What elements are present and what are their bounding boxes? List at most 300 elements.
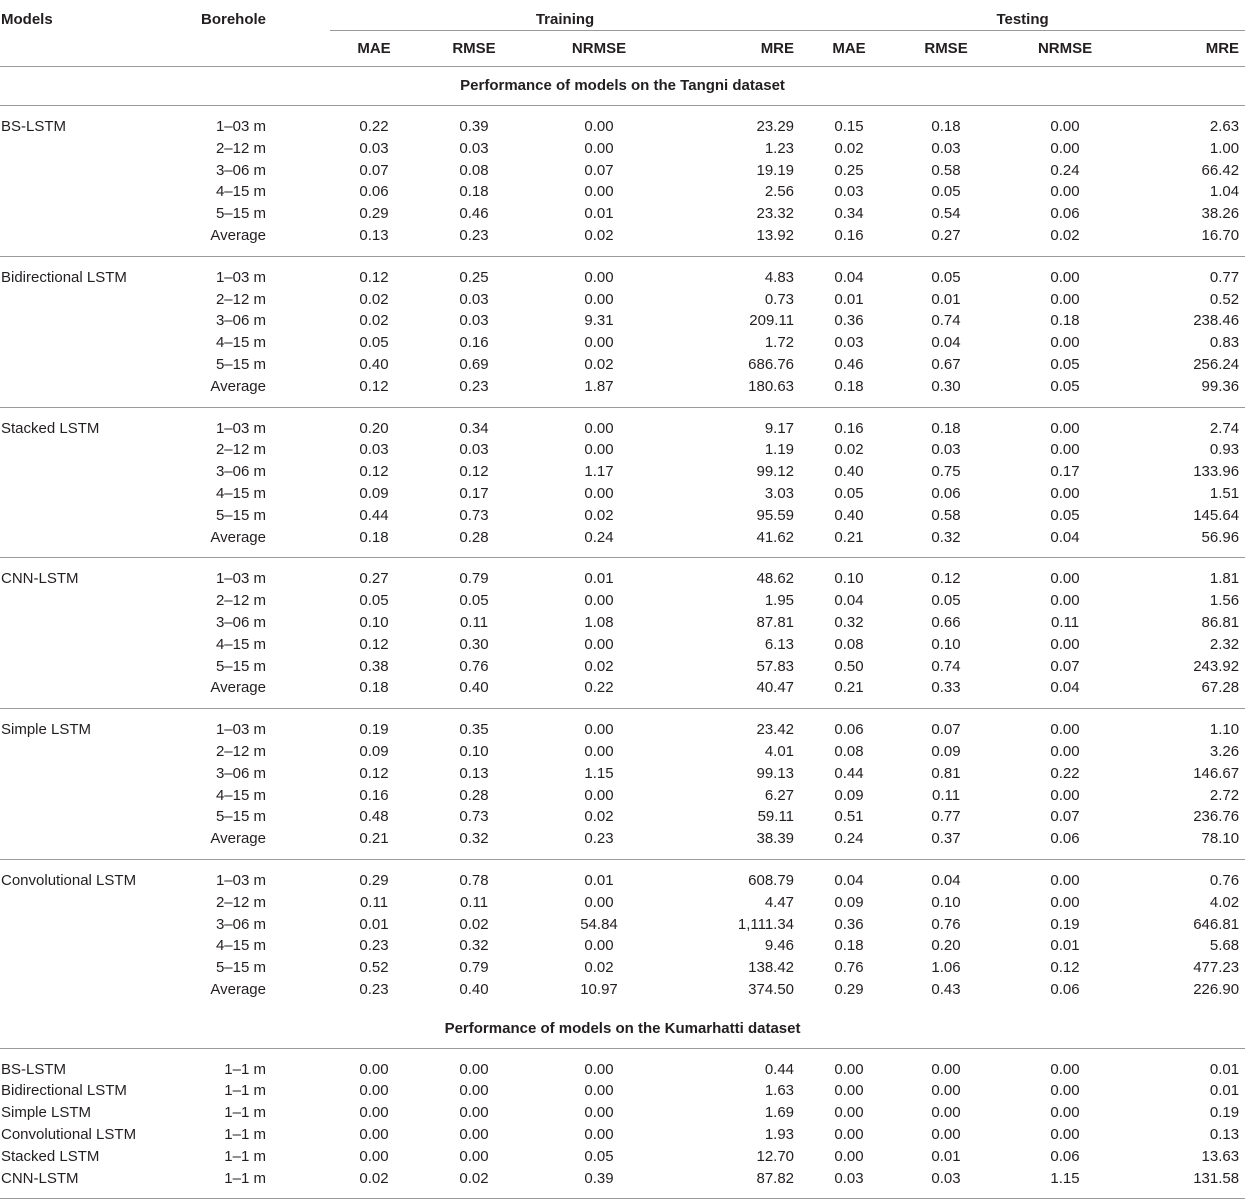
- table-row: [0, 138, 1245, 160]
- test-nrmse: 0.00: [1050, 1104, 1080, 1122]
- test-mae: 0.00: [834, 1126, 864, 1144]
- train-mre: 23.42: [668, 709, 800, 741]
- train-mae: 0.12: [359, 463, 389, 481]
- test-mae: 0.08: [834, 635, 864, 653]
- test-nrmse: 0.00: [1050, 1060, 1080, 1078]
- model-name: [0, 612, 185, 634]
- test-rmse: 0.10: [931, 893, 961, 911]
- test-rmse: 0.01: [931, 290, 961, 308]
- test-rmse: 0.30: [931, 377, 961, 395]
- test-nrmse: 0.00: [1050, 441, 1080, 459]
- train-nrmse: 0.00: [530, 407, 668, 439]
- train-rmse: 0.79: [459, 959, 489, 977]
- borehole: 2–12 m: [215, 742, 266, 760]
- table-row: [0, 1080, 1245, 1102]
- table-row: [0, 1124, 1245, 1146]
- test-nrmse: 0.07: [1050, 808, 1080, 826]
- borehole: 1–03 m: [185, 256, 330, 288]
- train-mae: 0.07: [359, 161, 389, 179]
- test-mre: 5.68: [1209, 937, 1240, 955]
- section-title: Performance of models on the Kumarhatti dataset: [0, 1010, 1245, 1049]
- test-mae: 0.09: [834, 786, 864, 804]
- train-mae: 0.40: [359, 355, 389, 373]
- train-mae: 0.52: [359, 959, 389, 977]
- test-mae: 0.36: [834, 312, 864, 330]
- train-mre: 4.83: [668, 256, 800, 288]
- test-mre: 256.24: [1193, 355, 1240, 373]
- test-mae: 0.06: [800, 709, 898, 741]
- train-rmse: 0.40: [459, 679, 489, 697]
- borehole: 4–15 m: [215, 635, 266, 653]
- train-mae: 0.44: [359, 506, 389, 524]
- test-nrmse: 0.00: [994, 558, 1136, 590]
- train-mre: 1.19: [764, 441, 795, 459]
- train-nrmse: 0.00: [584, 1104, 614, 1122]
- test-nrmse: 0.17: [1050, 463, 1080, 481]
- test-nrmse: 0.00: [1050, 334, 1080, 352]
- train-rmse: 0.39: [459, 118, 489, 135]
- borehole: Average: [210, 377, 266, 395]
- borehole: 1–03 m: [215, 118, 266, 135]
- table-row: [0, 310, 1245, 332]
- table-row: [0, 483, 1245, 505]
- train-rmse: 0.00: [459, 1060, 489, 1078]
- test-mre: 2.72: [1209, 786, 1240, 804]
- train-mae: 0.12: [359, 635, 389, 653]
- train-rmse: 0.10: [459, 742, 489, 760]
- model-name: [0, 332, 185, 354]
- train-mre: 2.56: [764, 183, 795, 201]
- test-rmse: 0.20: [931, 937, 961, 955]
- section-title-row: [0, 67, 1245, 106]
- test-mre: 0.76: [1136, 859, 1245, 891]
- test-rmse: 0.33: [931, 679, 961, 697]
- train-nrmse: 10.97: [580, 980, 618, 998]
- test-mre: 1.56: [1209, 592, 1240, 610]
- train-rmse: 0.40: [459, 980, 489, 998]
- model-name: [0, 785, 185, 807]
- test-mre: 16.70: [1201, 226, 1240, 244]
- test-rmse: 0.58: [931, 161, 961, 179]
- train-mre: 1.72: [764, 334, 795, 352]
- borehole: 2–12 m: [215, 893, 266, 911]
- train-mre: 6.13: [764, 635, 795, 653]
- train-nrmse: 54.84: [580, 915, 618, 933]
- train-mae: 0.09: [359, 742, 389, 760]
- test-mae: 0.18: [834, 937, 864, 955]
- test-nrmse: 0.12: [1050, 959, 1080, 977]
- table-row: [0, 709, 1245, 741]
- test-mre: 4.02: [1209, 893, 1240, 911]
- test-rmse: 0.05: [931, 592, 961, 610]
- model-name: [0, 354, 185, 376]
- test-rmse: 0.66: [931, 613, 961, 631]
- test-rmse: 0.54: [931, 205, 961, 223]
- borehole: 4–15 m: [215, 484, 266, 502]
- test-nrmse: 0.22: [1050, 764, 1080, 782]
- table-row: [0, 505, 1245, 527]
- train-nrmse: 0.00: [584, 334, 614, 352]
- train-mre: 4.47: [764, 893, 795, 911]
- borehole-header: Borehole: [200, 11, 266, 29]
- table-row: [0, 828, 1245, 859]
- train-rmse: 0.32: [459, 937, 489, 955]
- test-mre: 0.13: [1209, 1126, 1240, 1144]
- model-name: [0, 677, 185, 708]
- train-mae: 0.22: [359, 118, 389, 135]
- test-rmse: 0.07: [898, 709, 994, 741]
- train-mre: 41.62: [756, 528, 795, 546]
- train-nrmse: 1.87: [584, 377, 614, 395]
- train-nrmse: 0.00: [530, 256, 668, 288]
- test-mae: 0.02: [834, 139, 864, 157]
- model-name: [0, 634, 185, 656]
- train-nrmse: 0.00: [584, 118, 614, 135]
- test-mae: 0.44: [834, 764, 864, 782]
- table-row: [0, 677, 1245, 708]
- test-mre: 13.63: [1201, 1147, 1240, 1165]
- model-name: [0, 505, 185, 527]
- train-nrmse: 0.05: [584, 1147, 614, 1165]
- train-nrmse: 0.01: [584, 205, 614, 223]
- models-header: Models: [1, 11, 53, 29]
- test-nrmse: 0.00: [994, 709, 1136, 741]
- table-row: [0, 656, 1245, 678]
- model-name: CNN-LSTM: [0, 558, 185, 590]
- train-rmse: 0.28: [459, 528, 489, 546]
- train-mae: 0.38: [359, 657, 389, 675]
- train-mae-header: MAE: [330, 31, 418, 67]
- train-nrmse: 0.02: [584, 355, 614, 373]
- borehole: Average: [210, 980, 266, 998]
- borehole: 2–12 m: [215, 592, 266, 610]
- borehole: 1–03 m: [185, 859, 330, 891]
- train-mre: 138.42: [748, 959, 795, 977]
- train-nrmse: 0.24: [584, 528, 614, 546]
- table-row: [0, 527, 1245, 558]
- table-row: [0, 332, 1245, 354]
- test-nrmse: 0.06: [1050, 1147, 1080, 1165]
- train-mae: 0.20: [330, 407, 418, 439]
- test-mre: 1.10: [1136, 709, 1245, 741]
- table-row: [0, 461, 1245, 483]
- train-mae: 0.18: [359, 679, 389, 697]
- test-mae: 0.21: [834, 528, 864, 546]
- train-mre: 23.32: [756, 205, 795, 223]
- train-rmse: 0.03: [459, 441, 489, 459]
- borehole: 1–1 m: [224, 1104, 266, 1122]
- test-rmse: 0.67: [931, 355, 961, 373]
- train-rmse: 0.11: [459, 893, 489, 911]
- borehole: 1–1 m: [224, 1126, 266, 1144]
- train-nrmse: 0.00: [584, 183, 614, 201]
- borehole: 2–12 m: [215, 290, 266, 308]
- borehole: 1–03 m: [185, 407, 330, 439]
- train-nrmse: 0.23: [584, 830, 614, 848]
- borehole: 1–1 m: [185, 1168, 330, 1199]
- test-nrmse-header: NRMSE: [994, 31, 1136, 67]
- train-mae: 0.13: [359, 226, 389, 244]
- test-mre: 2.63: [1209, 118, 1240, 135]
- test-mre: 1.51: [1209, 484, 1240, 502]
- table-row: [0, 160, 1245, 182]
- test-mae: 0.00: [834, 1060, 864, 1078]
- test-nrmse: 0.04: [1050, 679, 1080, 697]
- train-mre: 13.92: [756, 226, 795, 244]
- train-nrmse: 0.02: [584, 657, 614, 675]
- train-rmse: 0.32: [459, 830, 489, 848]
- test-mae: 0.01: [834, 290, 864, 308]
- train-rmse: 0.11: [459, 613, 489, 631]
- table-row: [0, 558, 1245, 590]
- test-nrmse: 0.00: [994, 859, 1136, 891]
- table-row: [0, 957, 1245, 979]
- train-nrmse: 0.00: [584, 937, 614, 955]
- train-mre: 1.93: [764, 1126, 795, 1144]
- train-rmse: 0.76: [459, 657, 489, 675]
- model-name: [0, 461, 185, 483]
- test-rmse: 0.03: [931, 441, 961, 459]
- train-mae: 0.05: [359, 592, 389, 610]
- test-nrmse: 0.00: [994, 256, 1136, 288]
- borehole: 5–15 m: [215, 205, 266, 223]
- borehole: 4–15 m: [215, 334, 266, 352]
- model-name: [0, 527, 185, 558]
- train-mre: 12.70: [756, 1147, 795, 1165]
- train-nrmse: 0.00: [584, 290, 614, 308]
- model-name: Simple LSTM: [1, 1104, 92, 1122]
- train-mre: 0.73: [764, 290, 795, 308]
- test-mae: 0.09: [834, 893, 864, 911]
- test-mre: 1.81: [1136, 558, 1245, 590]
- test-nrmse: 0.00: [1050, 1082, 1080, 1100]
- model-name: [0, 914, 185, 936]
- train-rmse: 0.02: [459, 915, 489, 933]
- train-mre: 38.39: [756, 830, 795, 848]
- test-nrmse: 0.00: [1050, 786, 1080, 804]
- test-mre: 238.46: [1193, 312, 1240, 330]
- borehole: Average: [210, 679, 266, 697]
- train-mae: 0.29: [359, 205, 389, 223]
- train-nrmse: 9.31: [584, 312, 614, 330]
- model-name: [0, 763, 185, 785]
- train-mae: 0.23: [359, 937, 389, 955]
- model-name: [0, 138, 185, 160]
- train-mre: 608.79: [668, 859, 800, 891]
- train-mae: 0.12: [330, 256, 418, 288]
- train-nrmse: 0.00: [584, 484, 614, 502]
- train-nrmse: 0.01: [530, 859, 668, 891]
- train-nrmse: 0.00: [584, 786, 614, 804]
- model-name: [0, 590, 185, 612]
- train-nrmse: 0.07: [584, 161, 614, 179]
- train-mae: 0.48: [359, 808, 389, 826]
- borehole: 5–15 m: [215, 657, 266, 675]
- test-nrmse: 0.06: [1050, 980, 1080, 998]
- test-nrmse: 0.01: [1050, 937, 1080, 955]
- borehole: Average: [210, 226, 266, 244]
- test-mre: 1.04: [1209, 183, 1240, 201]
- borehole: 3–06 m: [215, 764, 266, 782]
- train-rmse: 0.17: [459, 484, 489, 502]
- train-mae: 0.03: [359, 139, 389, 157]
- test-mre: 2.74: [1136, 407, 1245, 439]
- borehole: 3–06 m: [215, 613, 266, 631]
- table-row: [0, 741, 1245, 763]
- test-nrmse: 0.00: [1050, 139, 1080, 157]
- test-rmse: 0.03: [931, 139, 961, 157]
- train-rmse: 0.69: [459, 355, 489, 373]
- test-nrmse: 0.07: [1050, 657, 1080, 675]
- table-row: [0, 590, 1245, 612]
- table-row: [0, 859, 1245, 891]
- train-nrmse: 0.02: [584, 226, 614, 244]
- test-mae: 0.40: [834, 463, 864, 481]
- table-row: [0, 1102, 1245, 1124]
- train-mae: 0.19: [330, 709, 418, 741]
- train-rmse: 0.78: [418, 859, 530, 891]
- test-rmse: 0.32: [931, 528, 961, 546]
- test-mae: 0.03: [834, 334, 864, 352]
- train-mae: 0.29: [330, 859, 418, 891]
- train-mre: 57.83: [756, 657, 795, 675]
- table-row: [0, 785, 1245, 807]
- train-mae: 0.00: [359, 1126, 389, 1144]
- model-name: [0, 979, 185, 1010]
- test-mae: 0.05: [834, 484, 864, 502]
- train-mre: 87.82: [668, 1168, 800, 1199]
- train-nrmse: 0.22: [584, 679, 614, 697]
- model-name: Bidirectional LSTM: [1, 1082, 127, 1100]
- table-row: [0, 439, 1245, 461]
- test-rmse: 0.03: [898, 1168, 994, 1199]
- train-mae: 0.09: [359, 484, 389, 502]
- train-rmse: 0.30: [459, 635, 489, 653]
- train-nrmse: 0.01: [530, 558, 668, 590]
- borehole: 5–15 m: [215, 808, 266, 826]
- test-mre: 1.00: [1209, 139, 1240, 157]
- test-mae: 0.36: [834, 915, 864, 933]
- train-rmse: 0.23: [459, 226, 489, 244]
- table-row: [0, 892, 1245, 914]
- train-rmse: 0.46: [459, 205, 489, 223]
- table-row: [0, 1146, 1245, 1168]
- train-mae: 0.00: [359, 1060, 389, 1078]
- test-rmse: 0.00: [931, 1082, 961, 1100]
- model-name: BS-LSTM: [1, 1060, 67, 1078]
- test-mae: 0.76: [834, 959, 864, 977]
- borehole: 4–15 m: [215, 183, 266, 201]
- train-mre: 40.47: [756, 679, 795, 697]
- test-mre: 86.81: [1201, 613, 1240, 631]
- borehole: 1–1 m: [224, 1147, 266, 1165]
- test-nrmse: 0.05: [1050, 355, 1080, 373]
- test-mre: 243.92: [1193, 657, 1240, 675]
- borehole: 5–15 m: [215, 506, 266, 524]
- table-row: [0, 806, 1245, 828]
- test-rmse: 0.18: [898, 407, 994, 439]
- train-nrmse: 0.00: [584, 139, 614, 157]
- train-mae: 0.27: [330, 558, 418, 590]
- table-row: [0, 634, 1245, 656]
- model-name: Bidirectional LSTM: [0, 256, 185, 288]
- model-name: [0, 203, 185, 225]
- test-mre: 0.01: [1209, 1060, 1240, 1078]
- train-nrmse: 0.00: [584, 592, 614, 610]
- test-mre: 131.58: [1136, 1168, 1245, 1199]
- test-nrmse: 0.00: [994, 407, 1136, 439]
- train-mae: 0.02: [359, 312, 389, 330]
- train-mae: 0.12: [359, 377, 389, 395]
- model-name: [0, 957, 185, 979]
- train-mre: 374.50: [748, 980, 795, 998]
- model-name: BS-LSTM: [1, 118, 67, 135]
- train-nrmse: 0.00: [584, 1082, 614, 1100]
- borehole: 1–03 m: [185, 558, 330, 590]
- test-mre-header: MRE: [1136, 31, 1245, 67]
- train-rmse: 0.34: [418, 407, 530, 439]
- train-rmse: 0.00: [459, 1082, 489, 1100]
- test-rmse: 0.74: [931, 312, 961, 330]
- test-mre: 2.32: [1209, 635, 1240, 653]
- table-row: [0, 1048, 1245, 1080]
- table-row: [0, 203, 1245, 225]
- test-mre: 145.64: [1193, 506, 1240, 524]
- test-mae: 0.16: [800, 407, 898, 439]
- test-nrmse: 0.00: [1050, 484, 1080, 502]
- test-mae: 0.51: [834, 808, 864, 826]
- train-mae: 0.12: [359, 764, 389, 782]
- test-rmse: 0.27: [931, 226, 961, 244]
- test-mae: 0.10: [800, 558, 898, 590]
- test-nrmse: 0.00: [1050, 183, 1080, 201]
- section-title-row: [0, 1010, 1245, 1049]
- table-row: [0, 181, 1245, 203]
- train-mae: 0.00: [359, 1147, 389, 1165]
- train-rmse: 0.00: [459, 1126, 489, 1144]
- test-mae: 0.29: [834, 980, 864, 998]
- train-rmse: 0.00: [459, 1147, 489, 1165]
- table-row: [0, 979, 1245, 1010]
- test-mae: 0.21: [834, 679, 864, 697]
- train-rmse: 0.23: [459, 377, 489, 395]
- train-mae: 0.18: [359, 528, 389, 546]
- test-mae: 0.04: [834, 592, 864, 610]
- train-mae: 0.21: [359, 830, 389, 848]
- train-mae: 0.10: [359, 613, 389, 631]
- test-mre: 236.76: [1193, 808, 1240, 826]
- borehole: 4–15 m: [215, 786, 266, 804]
- test-rmse: 0.09: [931, 742, 961, 760]
- test-rmse: 0.12: [898, 558, 994, 590]
- train-mre: 95.59: [756, 506, 795, 524]
- test-nrmse: 0.00: [1050, 1126, 1080, 1144]
- model-name: Stacked LSTM: [1, 1147, 100, 1165]
- model-name: [0, 225, 185, 256]
- train-mre: 99.13: [756, 764, 795, 782]
- train-rmse: 0.16: [459, 334, 489, 352]
- train-mre: 1.23: [764, 139, 795, 157]
- test-mae: 0.03: [800, 1168, 898, 1199]
- train-nrmse: 0.02: [584, 808, 614, 826]
- test-mre: 0.77: [1136, 256, 1245, 288]
- train-rmse: 0.03: [459, 312, 489, 330]
- model-name: [0, 289, 185, 311]
- test-rmse: 0.04: [931, 334, 961, 352]
- test-mre: 0.19: [1209, 1104, 1240, 1122]
- model-name: Stacked LSTM: [0, 407, 185, 439]
- table-row: [0, 256, 1245, 288]
